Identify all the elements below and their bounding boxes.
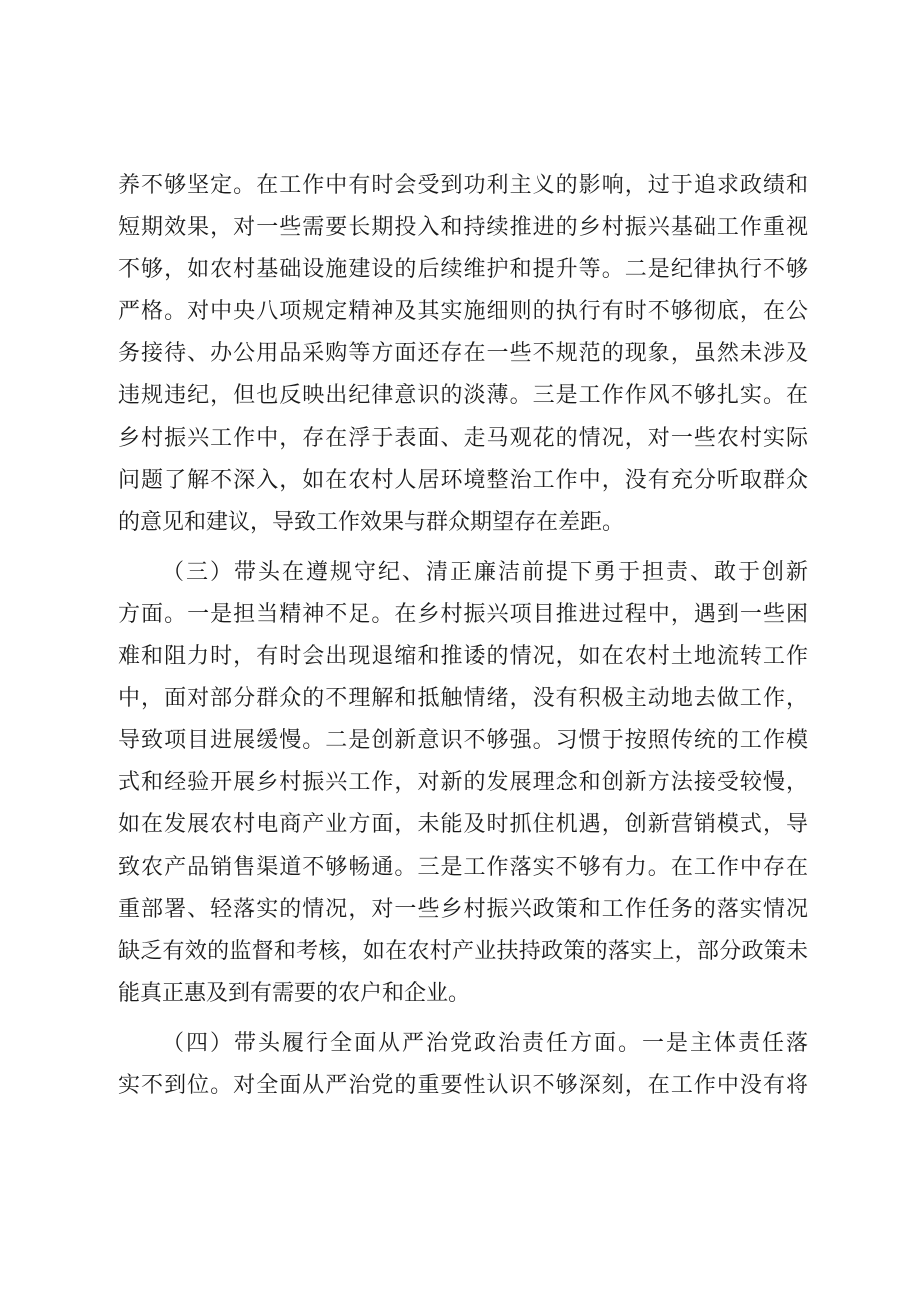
text-line: 方面。一是担当精神不足。在乡村振兴项目推进过程中，遇到一些困 bbox=[118, 601, 808, 627]
text-line: 养不够坚定。在工作中有时会受到功利主义的影响，过于追求政绩和 bbox=[118, 173, 808, 198]
text-line: （四）带头履行全面从严治党政治责任方面。一是主体责任落 bbox=[162, 1030, 808, 1056]
text-line: 不够，如农村基础设施建设的后续维护和提升等。二是纪律执行不够 bbox=[118, 257, 808, 283]
paragraph bbox=[118, 552, 808, 1015]
paragraph-gap bbox=[118, 544, 808, 552]
body-text bbox=[118, 165, 808, 1107]
text-line: 严格。对中央八项规定精神及其实施细则的执行有时不够彻底，在公 bbox=[118, 299, 808, 325]
text-line: 能真正惠及到有需要的农户和企业。 bbox=[118, 980, 471, 1006]
text-line: 务接待、办公用品采购等方面还存在一些不规范的现象，虽然未涉及 bbox=[118, 341, 808, 367]
text-line: 难和阻力时，有时会出现退缩和推诿的情况，如在农村土地流转工作 bbox=[118, 644, 808, 670]
text-line: 缺乏有效的监督和考核，如在农村产业扶持政策的落实上，部分政策未 bbox=[118, 938, 808, 964]
text-line: 中，面对部分群众的不理解和抵触情绪，没有积极主动地去做工作， bbox=[118, 686, 808, 712]
text-line: 短期效果，对一些需要长期投入和持续推进的乡村振兴基础工作重视 bbox=[118, 215, 808, 241]
text-line: 如在发展农村电商产业方面，未能及时抓住机遇，创新营销模式，导 bbox=[118, 812, 808, 838]
text-line: （三）带头在遵规守纪、清正廉洁前提下勇于担责、敢于创新 bbox=[162, 559, 808, 585]
text-line: 违规违纪，但也反映出纪律意识的淡薄。三是工作作风不够扎实。在 bbox=[118, 383, 808, 409]
paragraph bbox=[118, 1023, 808, 1107]
text-line: 实不到位。对全面从严治党的重要性认识不够深刻，在工作中没有将 bbox=[118, 1072, 808, 1098]
text-line: 致农产品销售渠道不够畅通。三是工作落实不够有力。在工作中存在 bbox=[118, 854, 808, 880]
text-line: 问题了解不深入，如在农村人居环境整治工作中，没有充分听取群众 bbox=[118, 467, 808, 493]
text-line: 乡村振兴工作中，存在浮于表面、走马观花的情况，对一些农村实际 bbox=[118, 425, 808, 451]
paragraph-gap bbox=[118, 1015, 808, 1023]
text-line: 式和经验开展乡村振兴工作，对新的发展理念和创新方法接受较慢， bbox=[118, 770, 808, 796]
text-line: 的意见和建议，导致工作效果与群众期望存在差距。 bbox=[118, 509, 625, 535]
text-line: 导致项目进展缓慢。二是创新意识不够强。习惯于按照传统的工作模 bbox=[118, 728, 808, 754]
paragraph bbox=[118, 165, 808, 544]
text-line: 重部署、轻落实的情况，对一些乡村振兴政策和工作任务的落实情况 bbox=[118, 896, 808, 922]
